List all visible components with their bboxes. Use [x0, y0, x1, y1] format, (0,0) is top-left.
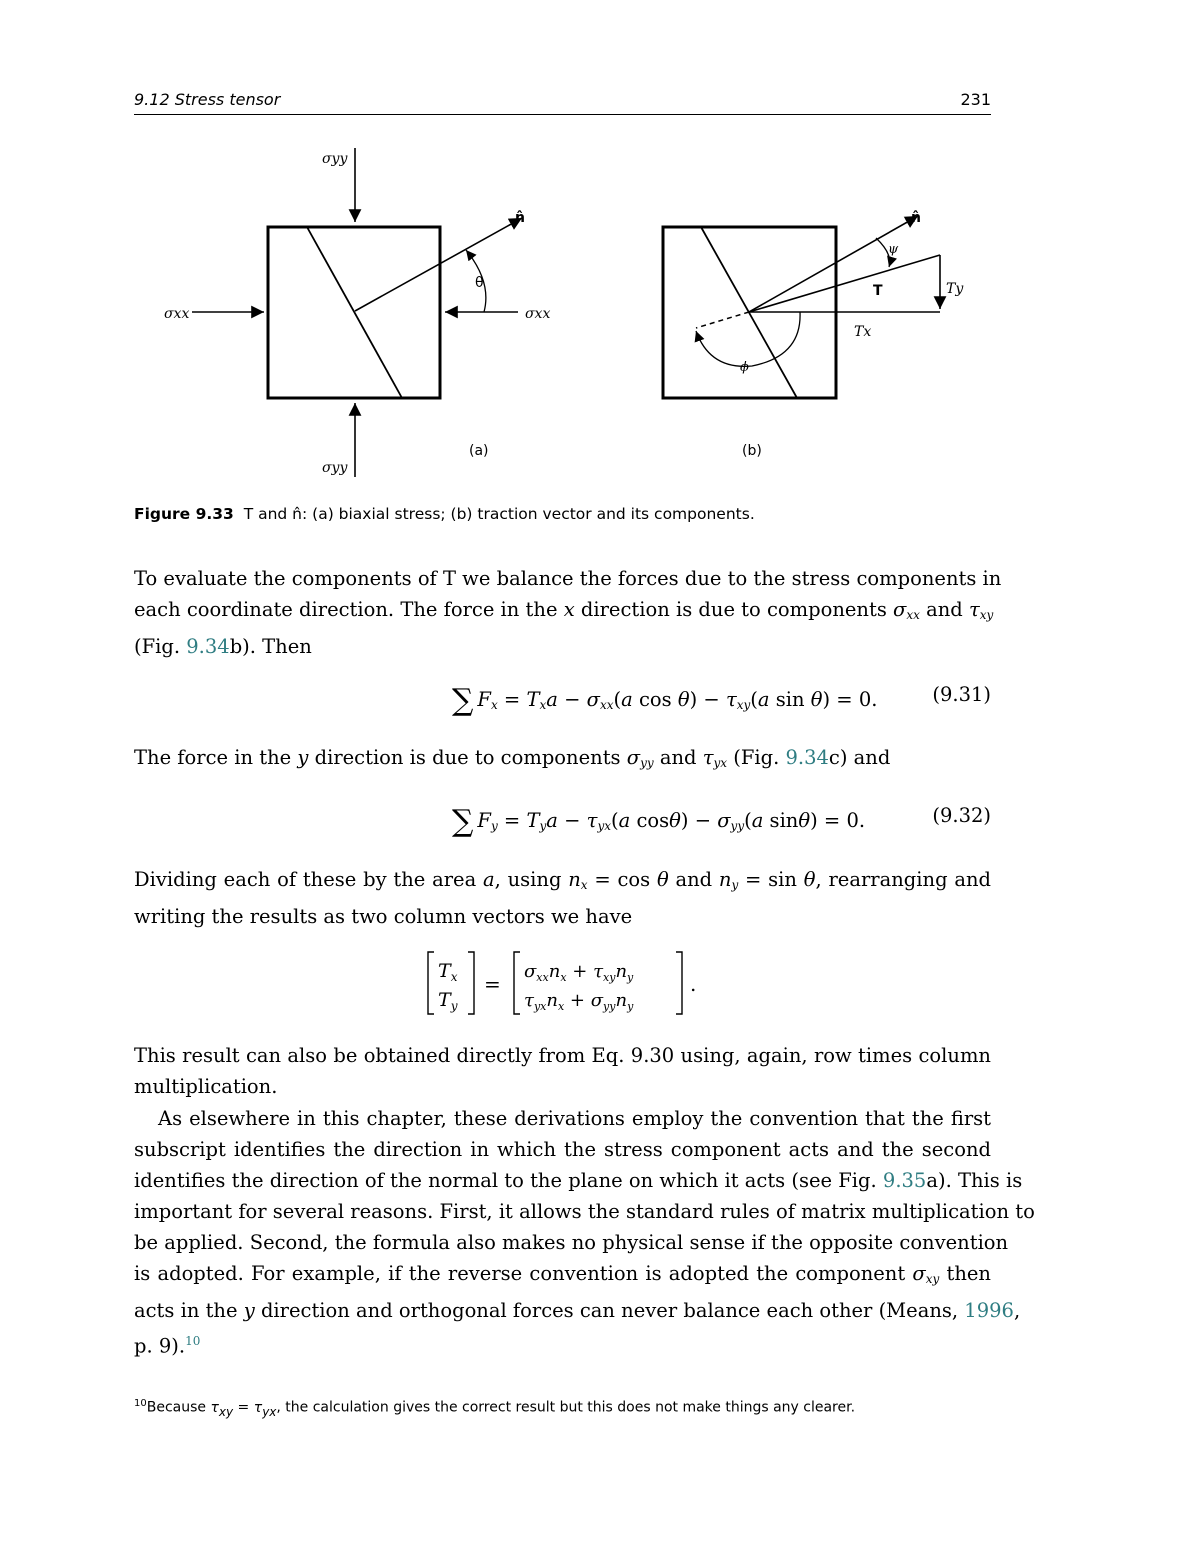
svg-text:τyxnx + σyyny: $\tau_{yx}n_x + \sigma_{yy}n_y$: [524, 990, 634, 1013]
label-sxx-left: σxx: [164, 306, 190, 322]
equation-number: (9.32): [932, 804, 991, 827]
svg-text:σxxnx + τxyny: $\sigma_{xx}n_x + \tau_{xy}n_y$: [524, 961, 634, 984]
label-Ty: Ty: [946, 281, 964, 297]
label-n-hat-b: n̂: [911, 210, 921, 226]
citation-link[interactable]: 1996: [964, 1299, 1014, 1322]
phi-arc: [696, 312, 800, 366]
figure-9-33: [0, 0, 1200, 500]
text-line: subscript identifies the direction in which the stress component acts and the second: [134, 1138, 991, 1161]
svg-text:.: .: [690, 972, 697, 996]
panel-b: [663, 210, 964, 459]
traction-vector-T: [749, 255, 940, 312]
label-sxx-right: σxx: [525, 306, 551, 322]
svg-text:=: =: [484, 972, 501, 996]
figure-ref-link[interactable]: 9.34: [186, 635, 230, 658]
section-title: 9.12 Stress tensor: [134, 90, 281, 109]
text-line: To evaluate the components of T we balance the forces due to the stress components in: [134, 567, 1002, 590]
label-psi: ψ: [888, 242, 899, 257]
label-syy-bottom: σyy: [322, 460, 348, 476]
equation-body: ∑ $F_y = T_ya - \tau_{yx}(a$ $\cos\theta) - \sigma_{yy}(a$ sinθ) = 0.: [452, 804, 866, 839]
figure-ref-link[interactable]: 9.34: [785, 746, 829, 769]
text-line: writing the results as two column vectors we have: [134, 905, 633, 928]
equation-number: (9.31): [932, 683, 991, 706]
label-phi: ϕ: [740, 360, 749, 375]
text-line: acts in the y direction and orthogonal forces can never balance each other (Means, 1996,: [134, 1299, 1021, 1322]
label-Tx: Tx: [854, 324, 872, 340]
label-n-hat-a: n̂: [515, 210, 525, 226]
cut-plane-a: [307, 227, 402, 398]
footnote-ref-link[interactable]: 10: [185, 1334, 201, 1348]
text-line: multiplication.: [134, 1075, 278, 1098]
text-line: (Fig. 9.34b). Then: [134, 635, 312, 658]
text-line: be applied. Second, the formula also makes no physical sense if the opposite convention: [134, 1231, 1009, 1254]
dashed-extension: [696, 312, 749, 328]
caption-text: T and n̂: (a) biaxial stress; (b) traction vector and its components.: [243, 505, 755, 523]
figure-ref-link[interactable]: 9.35: [882, 1169, 927, 1192]
paragraph-3: [134, 864, 991, 932]
text-line: identifies the direction of the normal to the plane on which it acts (see Fig. 9.35a). This is: [134, 1169, 1023, 1192]
text-line: each coordinate direction. The force in the x direction is due to components $\sigma_{xx}$ and $\tau_{xy}$: [134, 598, 994, 622]
equation-9-31: [134, 679, 991, 719]
label-syy-top: σyy: [322, 151, 348, 167]
paragraph-4: [134, 1040, 991, 1102]
label-theta: θ: [475, 275, 484, 291]
text-line: As elsewhere in this chapter, these derivations employ the convention that the first: [158, 1107, 991, 1130]
label-T: T: [873, 283, 883, 299]
footnote: $^{10}$Because $\tau_{xy} = \tau_{yx}$, the calculation gives the correct result but this does not make things any clearer.: [134, 1398, 856, 1419]
paragraph-5: [134, 1103, 1035, 1362]
panel-a: [164, 148, 550, 477]
svg-text:Ty: $T_y$: [438, 989, 458, 1013]
footnote-mark: 10: [134, 1398, 147, 1409]
page-number: 231: [960, 90, 991, 109]
text-line: p. 9).$^{10}$: [134, 1334, 201, 1358]
equation-9-32: [134, 800, 991, 840]
paragraph-2: [134, 742, 991, 779]
label-panel-b: (b): [742, 443, 762, 459]
text-line: Dividing each of these by the area a, using $n_x = \cos \theta$ and $n_y = \sin \theta$, rearranging and: [134, 868, 991, 892]
label-panel-a: (a): [469, 443, 489, 459]
text-line: is adopted. For example, if the reverse convention is adopted the component $\sigma_{xy}$ then: [134, 1262, 991, 1286]
figure-caption: [134, 505, 755, 523]
matrix-equation: [420, 946, 720, 1022]
paragraph-1: [134, 563, 1002, 662]
figure-label: Figure 9.33: [134, 505, 234, 523]
text-line: This result can also be obtained directly from Eq. 9.30 using, again, row times column: [134, 1044, 991, 1067]
text-line: The force in the y direction is due to components $\sigma_{yy}$ and $\tau_{yx}$ (Fig. 9.34c) and: [134, 746, 891, 770]
normal-vector-b: [749, 216, 918, 312]
svg-text:Tx: $T_x$: [438, 960, 458, 984]
equation-body: ∑ $F_x = T_xa - \sigma_{xx}(a$ $\cos \theta) - \tau_{xy}(a$ sin θ) = 0.: [452, 683, 878, 718]
text-line: important for several reasons. First, it allows the standard rules of matrix multiplication to: [134, 1200, 1035, 1223]
